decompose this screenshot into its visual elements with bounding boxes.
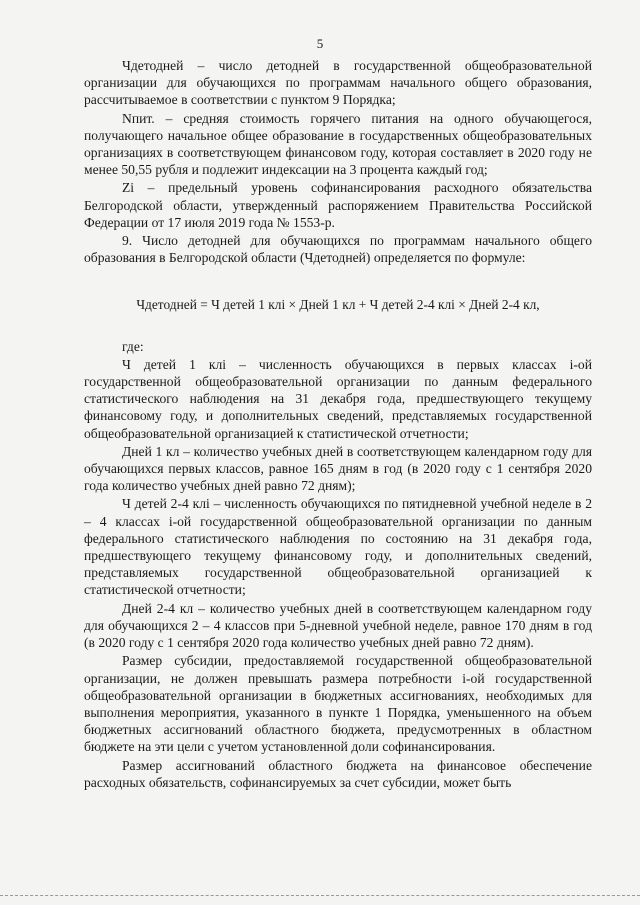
definition-days-grades-2-4: Дней 2-4 кл – количество учебных дней в соответствующем календарном году для обучающихся 2 – 4 классов при 5-дневной учебной неделе, равное 170 дням в год (в 2020 году с 1 сентября 2020 года количество учебных дней равно 72 дням). xyxy=(84,600,592,651)
paragraph-section-9: 9. Число детодней для обучающихся по программам начального общего образования в Белгородской области (Чдетодней) определяется по формуле: xyxy=(84,233,592,266)
paragraph-zi-definition: Zi – предельный уровень софинансирования расходного обязательства Белгородской области, утвержденный распоряжением Правительства Российской Федерации от 17 июля 2019 года № 1553-р. xyxy=(84,180,592,230)
page-number: 5 xyxy=(316,36,324,51)
definition-days-grade-1: Дней 1 кл – количество учебных дней в соответствующем календарном году для обучающихся первых классов, равное 165 дням в год (в 2020 году с 1 сентября 2020 года количество учебных дней равно 72 дням); xyxy=(84,443,592,494)
paragraph-subsidy-size: Размер субсидии, предоставляемой государственной общеобразовательной организации, не должен превышать размера потребности i-ой государственной общеобразовательной организации в бюджетных ассигнованиях, необходимых для выполнения мероприятия, указанного в пункте 1 Порядка, уменьшенного на объем бюджетных ассигнований областного бюджета, предусмотренных в областном бюджете на эти цели с учетом установленной доли софинансирования. xyxy=(84,653,592,755)
paragraph-chdetodney-definition: Чдетодней – число детодней в государственной общеобразовательной организации для обучающихся по программам начального общего образования, рассчитываемое в соответствии с пунктом 9 Порядка; xyxy=(84,58,592,108)
definition-children-grades-2-4: Ч детей 2-4 клi – численность обучающихся по пятидневной учебной неделе в 2 – 4 классах i-ой государственной общеобразовательной организации по данным федерального статистического наблюдения по состоянию на 31 декабря года, предшествующего текущему финансовому году, и дополнительных сведений, представляемых государственной общеобразовательной организацией к статистической отчетности; xyxy=(84,496,592,598)
definition-children-grade-1: Ч детей 1 клi – численность обучающихся в первых классах i-ой государственной общеобразовательной организации по данным федерального статистического наблюдения на 31 декабря года, предшествующего текущему финансовому году, и дополнительных сведений, представляемых государственной общеобразовательной организацией к статистической отчетности; xyxy=(84,356,592,441)
formula: Чдетодней = Ч детей 1 клi × Дней 1 кл + Ч детей 2-4 клi × Дней 2-4 кл, xyxy=(136,297,540,313)
document-body xyxy=(84,57,592,792)
paragraph-npit-definition: Nпит. – средняя стоимость горячего питания на одного обучающегося, получающего начальное общее образование в государственных общеобразовательных организациях в соответствующем финансовом году, которая составляет в 2020 году не менее 50,55 рубля и подлежит индексации на 3 процента каждый год; xyxy=(84,110,592,178)
where-label: где: xyxy=(122,338,144,354)
paragraph-budget-allocations: Размер ассигнований областного бюджета на финансовое обеспечение расходных обязательств, софинансируемых за счет субсидии, может быть xyxy=(84,757,592,790)
page-bottom-divider xyxy=(0,895,640,897)
